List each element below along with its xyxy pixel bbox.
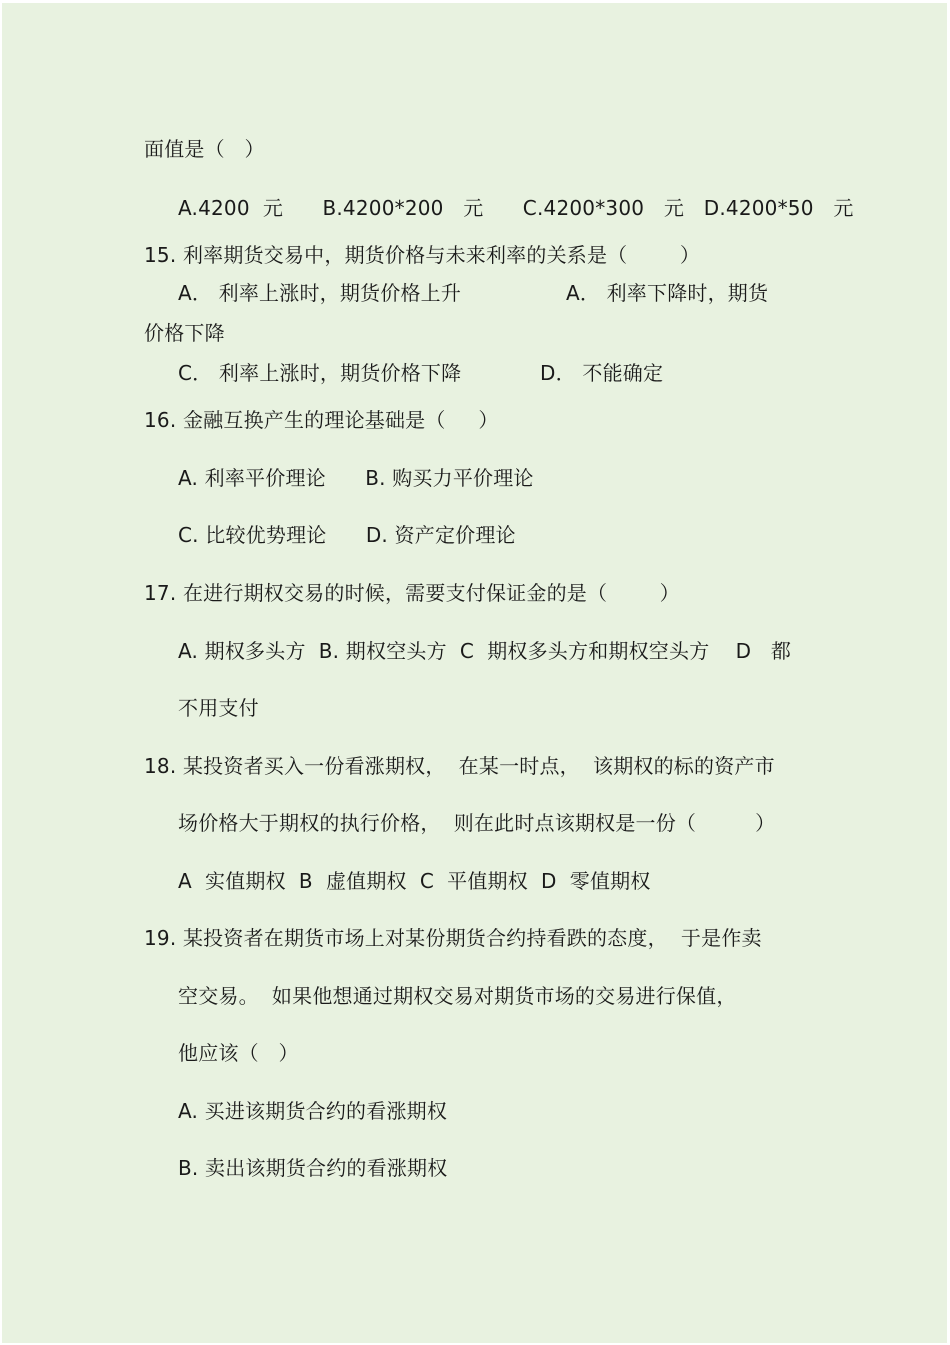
question-14-options: A.4200 元 B.4200*200 元 C.4200*300 元 D.4200*50 元: [178, 196, 854, 220]
question-18-stem: 18. 某投资者买入一份看涨期权， 在某一时点， 该期权的标的资产市: [144, 754, 775, 778]
question-19-stem: 19. 某投资者在期货市场上对某份期货合约持看跌的态度， 于是作卖: [144, 926, 762, 950]
question-16-options-ab: A. 利率平价理论 B. 购买力平价理论: [178, 466, 534, 490]
question-17-stem: 17. 在进行期权交易的时候，需要支付保证金的是（ ）: [144, 581, 680, 605]
question-15-options-ab-wrap: 价格下降: [144, 321, 225, 345]
question-14-continuation: 面值是（ ）: [144, 137, 265, 161]
question-16-stem: 16. 金融互换产生的理论基础是（ ）: [144, 408, 499, 432]
question-19-stem-wrap-2: 他应该（ ）: [178, 1041, 299, 1065]
question-18-options: A 实值期权 B 虚值期权 C 平值期权 D 零值期权: [178, 869, 651, 893]
question-15-options-ab: A． 利率上涨时，期货价格上升 A． 利率下降时，期货: [178, 281, 769, 305]
question-16-options-cd: C. 比较优势理论 D. 资产定价理论: [178, 523, 516, 547]
question-19-option-a: A. 买进该期货合约的看涨期权: [178, 1099, 448, 1123]
document-page: [2, 3, 947, 1343]
question-17-options-wrap: 不用支付: [178, 696, 259, 720]
question-19-option-b: B. 卖出该期货合约的看涨期权: [178, 1156, 448, 1180]
question-15-options-cd: C． 利率上涨时，期货价格下降 D． 不能确定: [178, 361, 664, 385]
question-19-stem-wrap-1: 空交易。 如果他想通过期权交易对期货市场的交易进行保值，: [178, 984, 737, 1008]
question-17-options: A. 期权多头方 B. 期权空头方 C 期权多头方和期权空头方 D 都: [178, 639, 792, 663]
question-18-stem-wrap: 场价格大于期权的执行价格， 则在此时点该期权是一份（ ）: [178, 811, 776, 835]
question-15-stem: 15. 利率期货交易中，期货价格与未来利率的关系是（ ）: [144, 243, 701, 267]
